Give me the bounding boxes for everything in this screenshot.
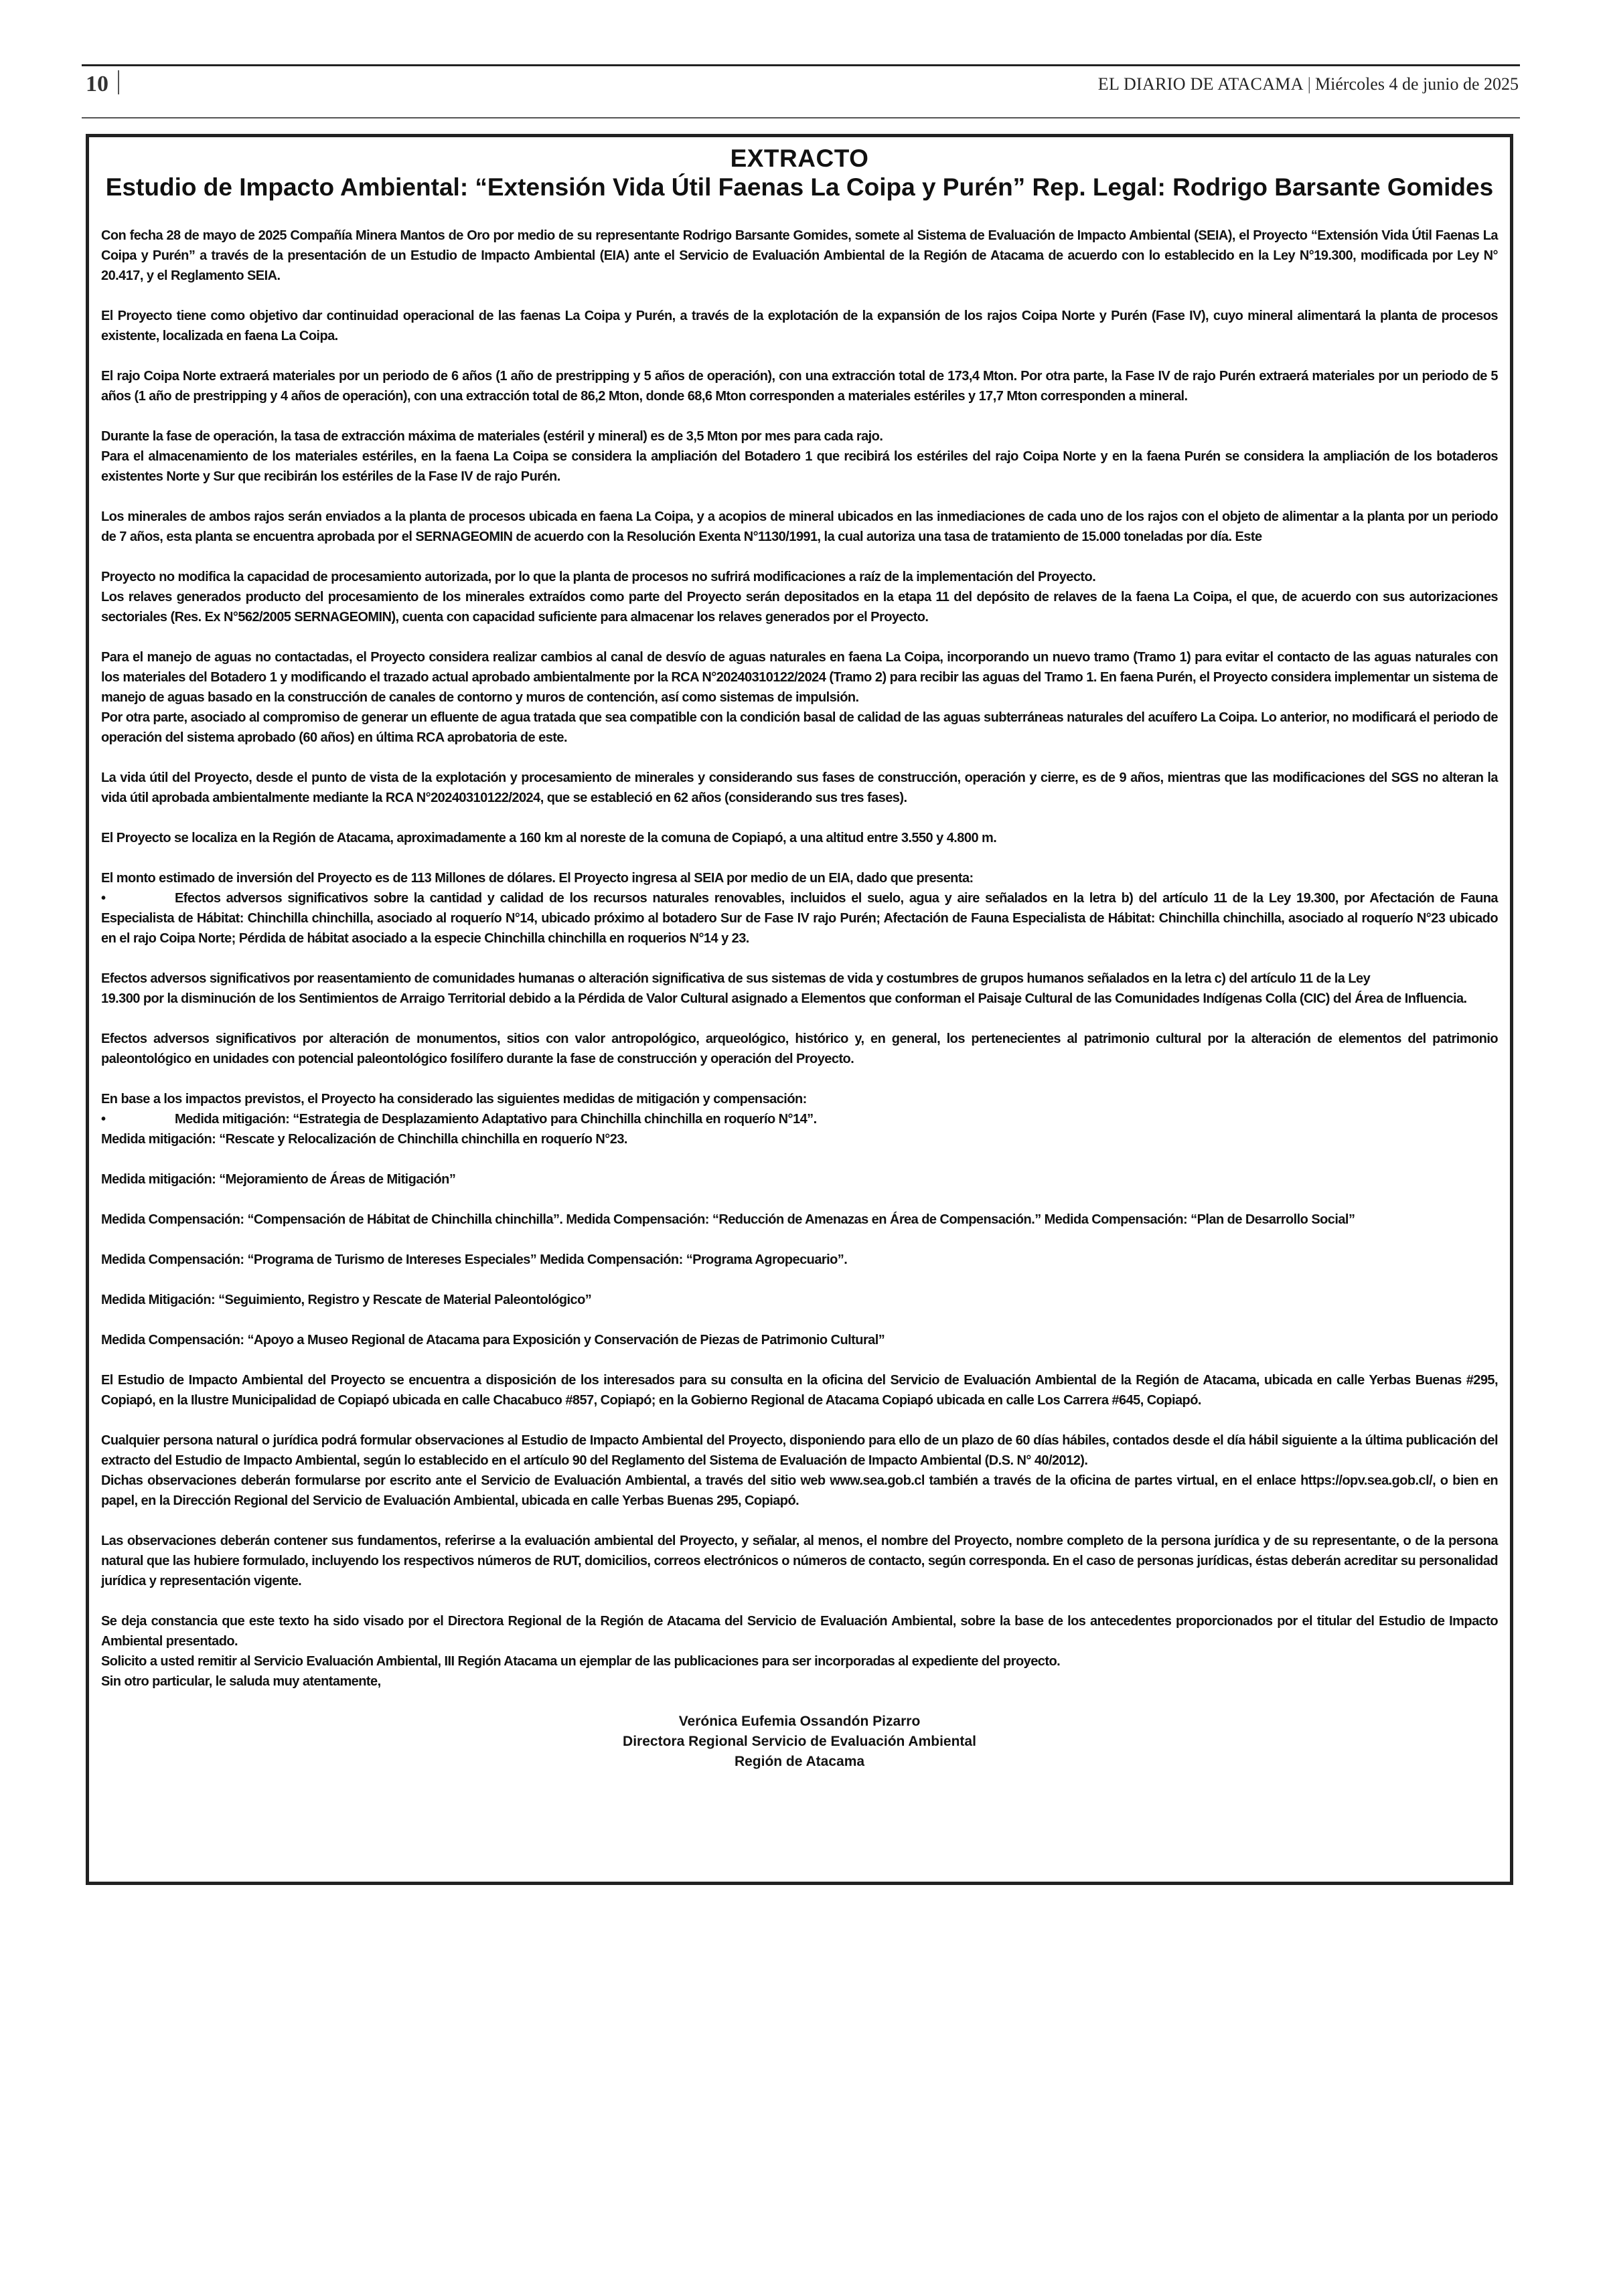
notice-title: Estudio de Impacto Ambiental: “Extensión Vida Útil Faenas La Coipa y Purén” Rep. Legal: Rodrigo Barsante Gomides [105, 173, 1494, 201]
paragraph: Proyecto no modifica la capacidad de procesamiento autorizada, por lo que la planta de procesos no sufrirá modificaciones a raíz de la implementación del Proyecto. [101, 570, 1096, 584]
paragraph: Medida Compensación: “Compensación de Hábitat de Chinchilla chinchilla”. Medida Compensación: “Reducción de Amenazas en Área de Compensación.” Medida Compensación: “Plan de Desarrollo Social” [101, 1212, 1355, 1227]
paragraph: Medida Mitigación: “Seguimiento, Registro y Rescate de Material Paleontológico” [101, 1293, 592, 1307]
paragraph: Para el almacenamiento de los materiales estériles, en la faena La Coipa se considera la ampliación del Botadero 1 que recibirá los estériles del rajo Coipa Norte y en la faena Purén se considera la ampliación de los botaderos existentes Norte y Sur que recibirán los estériles de la Fase IV de rajo Purén. [101, 449, 1498, 484]
paragraph: En base a los impactos previstos, el Proyecto ha considerado las siguientes medidas de mitigación y compensación: [101, 1092, 807, 1106]
signature-block [101, 1712, 1498, 1772]
bullet-text: Medida mitigación: “Estrategia de Desplazamiento Adaptativo para Chinchilla chinchilla en roquerío N°14”. [175, 1112, 817, 1127]
paragraph: La vida útil del Proyecto, desde el punto de vista de la explotación y procesamiento de minerales y considerando sus fases de construcción, operación y cierre, es de 9 años, mientras que las modificaciones del SGS no alteran la vida útil aprobada ambientalmente mediante la RCA N°20240310122/2024, que se estableció en 62 años (considerando sus tres fases). [101, 770, 1498, 805]
signatory-role: Directora Regional Servicio de Evaluación Ambiental [623, 1734, 976, 1749]
masthead-divider: | [1307, 74, 1311, 94]
paragraph: Medida Compensación: “Apoyo a Museo Regional de Atacama para Exposición y Conservación de Piezas de Patrimonio Cultural” [101, 1333, 885, 1347]
paragraph: Efectos adversos significativos por reasentamiento de comunidades humanas o alteración significativa de sus sistemas de vida y costumbres de grupos humanos señalados en la letra c) del artículo 11 de la Ley [101, 971, 1371, 986]
notice-content [101, 143, 1498, 1772]
notice-kicker: EXTRACTO [730, 145, 869, 172]
paragraph: Medida mitigación: “Rescate y Relocalización de Chinchilla chinchilla en roquerío N°23. [101, 1132, 627, 1147]
paragraph: Medida Compensación: “Programa de Turismo de Intereses Especiales” Medida Compensación: “Programa Agropecuario”. [101, 1252, 848, 1267]
paragraph: El Proyecto tiene como objetivo dar continuidad operacional de las faenas La Coipa y Purén, a través de la explotación de la expansión de los rajos Coipa Norte y Purén (Fase IV), cuyo mineral alimentará la planta de procesos existente, localizada en faena La Coipa. [101, 309, 1498, 343]
paragraph: 19.300 por la disminución de los Sentimientos de Arraigo Territorial debido a la Pérdida de Valor Cultural asignado a Elementos que conforman el Paisaje Cultural de las Comunidades Indígenas Colla (CIC) del Área de Influencia. [101, 991, 1467, 1006]
paragraph: Se deja constancia que este texto ha sido visado por el Directora Regional de la Región de Atacama del Servicio de Evaluación Ambiental, sobre la base de los antecedentes proporcionados por el titular del Estudio de Impacto Ambiental presentado. [101, 1614, 1498, 1649]
paragraph: El monto estimado de inversión del Proyecto es de 113 Millones de dólares. El Proyecto ingresa al SEIA por medio de un EIA, dado que presenta: [101, 871, 974, 886]
paragraph: El rajo Coipa Norte extraerá materiales por un periodo de 6 años (1 año de prestripping y 5 años de operación), con una extracción total de 173,4 Mton. Por otra parte, la Fase IV de rajo Purén extraerá materiales por un periodo de 5 años (1 año de prestripping y 4 años de operación), con una extracción total de 86,2 Mton, donde 68,6 Mton corresponden a materiales estériles y 17,7 Mton corresponden a mineral. [101, 369, 1498, 404]
paragraph: Por otra parte, asociado al compromiso de generar un efluente de agua tratada que sea compatible con la condición basal de calidad de las aguas subterráneas naturales del acuífero La Coipa. Lo anterior, no modificará el periodo de operación del sistema aprobado (60 años) en última RCA aprobatoria de este. [101, 710, 1498, 745]
signatory-region: Región de Atacama [734, 1754, 865, 1769]
masthead [1098, 74, 1519, 94]
bullet-paragraph [101, 888, 1498, 949]
paragraph: Medida mitigación: “Mejoramiento de Áreas de Mitigación” [101, 1172, 456, 1187]
bullet-text: Efectos adversos significativos sobre la cantidad y calidad de los recursos naturales renovables, incluidos el suelo, agua y aire señalados en la letra b) del artículo 11 de la Ley 19.300, por Afectación de Fauna Especialista de Hábitat: Chinchilla chinchilla, asociado al roquerío N°14, ubicado próximo al botadero Sur de Fase IV rajo Purén; Afectación de Fauna Especialista de Hábitat: Chinchilla chinchilla, asociado al roquerío N°23 ubicado en el rajo Coipa Norte; Pérdida de hábitat asociado a la especie Chinchilla chinchilla en roquerios N°14 y 23. [101, 891, 1498, 946]
paragraph: Efectos adversos significativos por alteración de monumentos, sitios con valor antropológico, arqueológico, histórico y, en general, los pertenecientes al patrimonio cultural por la alteración de elementos del patrimonio paleontológico en unidades con potencial paleontológico fosilífero durante la fase de construcción y operación del Proyecto. [101, 1032, 1498, 1066]
bullet-icon: • [101, 1112, 106, 1127]
paragraph: Solicito a usted remitir al Servicio Evaluación Ambiental, III Región Atacama un ejemplar de las publicaciones para ser incorporadas al expediente del proyecto. [101, 1654, 1061, 1669]
paragraph: Con fecha 28 de mayo de 2025 Compañía Minera Mantos de Oro por medio de su representante Rodrigo Barsante Gomides, somete al Sistema de Evaluación de Impacto Ambiental (SEIA), el Proyecto “Extensión Vida Útil Faenas La Coipa y Purén” a través de la presentación de un Estudio de Impacto Ambiental (EIA) ante el Servicio de Evaluación Ambiental de la Región de Atacama de acuerdo con lo establecido en la Ley N°19.300, modificada por Ley N° 20.417, y el Reglamento SEIA. [101, 228, 1498, 283]
paragraph: Los relaves generados producto del procesamiento de los minerales extraídos como parte del Proyecto serán depositados en la etapa 11 del depósito de relaves de la faena La Coipa, el que, de acuerdo con sus autorizaciones sectoriales (Res. Ex N°562/2005 SERNAGEOMIN), cuenta con capacidad suficiente para almacenar los relaves generados por el Proyecto. [101, 590, 1498, 625]
paragraph: El Proyecto se localiza en la Región de Atacama, aproximadamente a 160 km al noreste de la comuna de Copiapó, a una altitud entre 3.550 y 4.800 m. [101, 831, 997, 845]
paragraph: Las observaciones deberán contener sus fundamentos, referirse a la evaluación ambiental del Proyecto, y señalar, al menos, el nombre del Proyecto, nombre completo de la persona jurídica y de su representante, o de la persona natural que las hubiere formulado, incluyendo los respectivos números de RUT, domicilios, correos electrónicos o números de contacto, según corresponda. En el caso de personas jurídicas, éstas deberán acreditar su personalidad jurídica y representación vigente. [101, 1534, 1498, 1588]
paragraph: El Estudio de Impacto Ambiental del Proyecto se encuentra a disposición de los interesados para su consulta en la oficina del Servicio de Evaluación Ambiental de la Región de Atacama, ubicada en calle Yerbas Buenas #295, Copiapó, en la Ilustre Municipalidad de Copiapó ubicada en calle Chacabuco #857, Copiapó; en la Gobierno Regional de Atacama Copiapó ubicada en calle Los Carrera #645, Copiapó. [101, 1373, 1498, 1408]
bullet-icon: • [101, 891, 106, 906]
legal-notice-box [86, 134, 1513, 1885]
signatory-name: Verónica Eufemia Ossandón Pizarro [678, 1714, 921, 1729]
paragraph: Los minerales de ambos rajos serán enviados a la planta de procesos ubicada en faena La Coipa, y a acopios de mineral ubicados en las inmediaciones de cada uno de los rajos con el objeto de alimentar a la planta por un periodo de 7 años, esta planta se encuentra aprobada por el SERNAGEOMIN de acuerdo con la Resolución Exenta N°1130/1991, la cual autoriza una tasa de tratamiento de 15.000 toneladas por día. Este [101, 509, 1498, 544]
closing-line: Sin otro particular, le saluda muy atentamente, [101, 1674, 381, 1689]
publication-date: Miércoles 4 de junio de 2025 [1315, 74, 1519, 94]
page-number-divider [118, 70, 119, 94]
bullet-paragraph [101, 1109, 1498, 1129]
paragraph: Para el manejo de aguas no contactadas, el Proyecto considera realizar cambios al canal de desvío de aguas naturales en faena La Coipa, incorporando un nuevo tramo (Tramo 1) para evitar el contacto de las aguas naturales con los materiales del Botadero 1 y modificando el trazado actual aprobado ambientalmente por la RCA N°20240310122/2024 (Tramo 2) para recibir las aguas del Tramo 1. En faena Purén, el Proyecto considera implementar un sistema de manejo de aguas basado en la construcción de canales de contorno y muros de contención, así como sistemas de impulsión. [101, 650, 1498, 705]
paragraph: Dichas observaciones deberán formularse por escrito ante el Servicio de Evaluación Ambiental, a través del sitio web www.sea.gob.cl también a través de la oficina de partes virtual, en el enlace https://opv.sea.gob.cl/, o bien en papel, en la Dirección Regional del Servicio de Evaluación Ambiental, ubicada en calle Yerbas Buenas 295, Copiapó. [101, 1473, 1498, 1508]
page-header [82, 64, 1520, 118]
page-number: 10 [86, 72, 108, 96]
paragraph: Cualquier persona natural o jurídica podrá formular observaciones al Estudio de Impacto Ambiental del Proyecto, disponiendo para ello de un plazo de 60 días hábiles, contados desde el día hábil siguiente a la última publicación del extracto del Estudio de Impacto Ambiental, según lo establecido en el artículo 90 del Reglamento del Sistema de Evaluación de Impacto Ambiental (D.S. N° 40/2012). [101, 1433, 1498, 1468]
paragraph: Durante la fase de operación, la tasa de extracción máxima de materiales (estéril y mineral) es de 3,5 Mton por mes para cada rajo. [101, 429, 883, 444]
publication-name: EL DIARIO DE ATACAMA [1097, 74, 1304, 94]
